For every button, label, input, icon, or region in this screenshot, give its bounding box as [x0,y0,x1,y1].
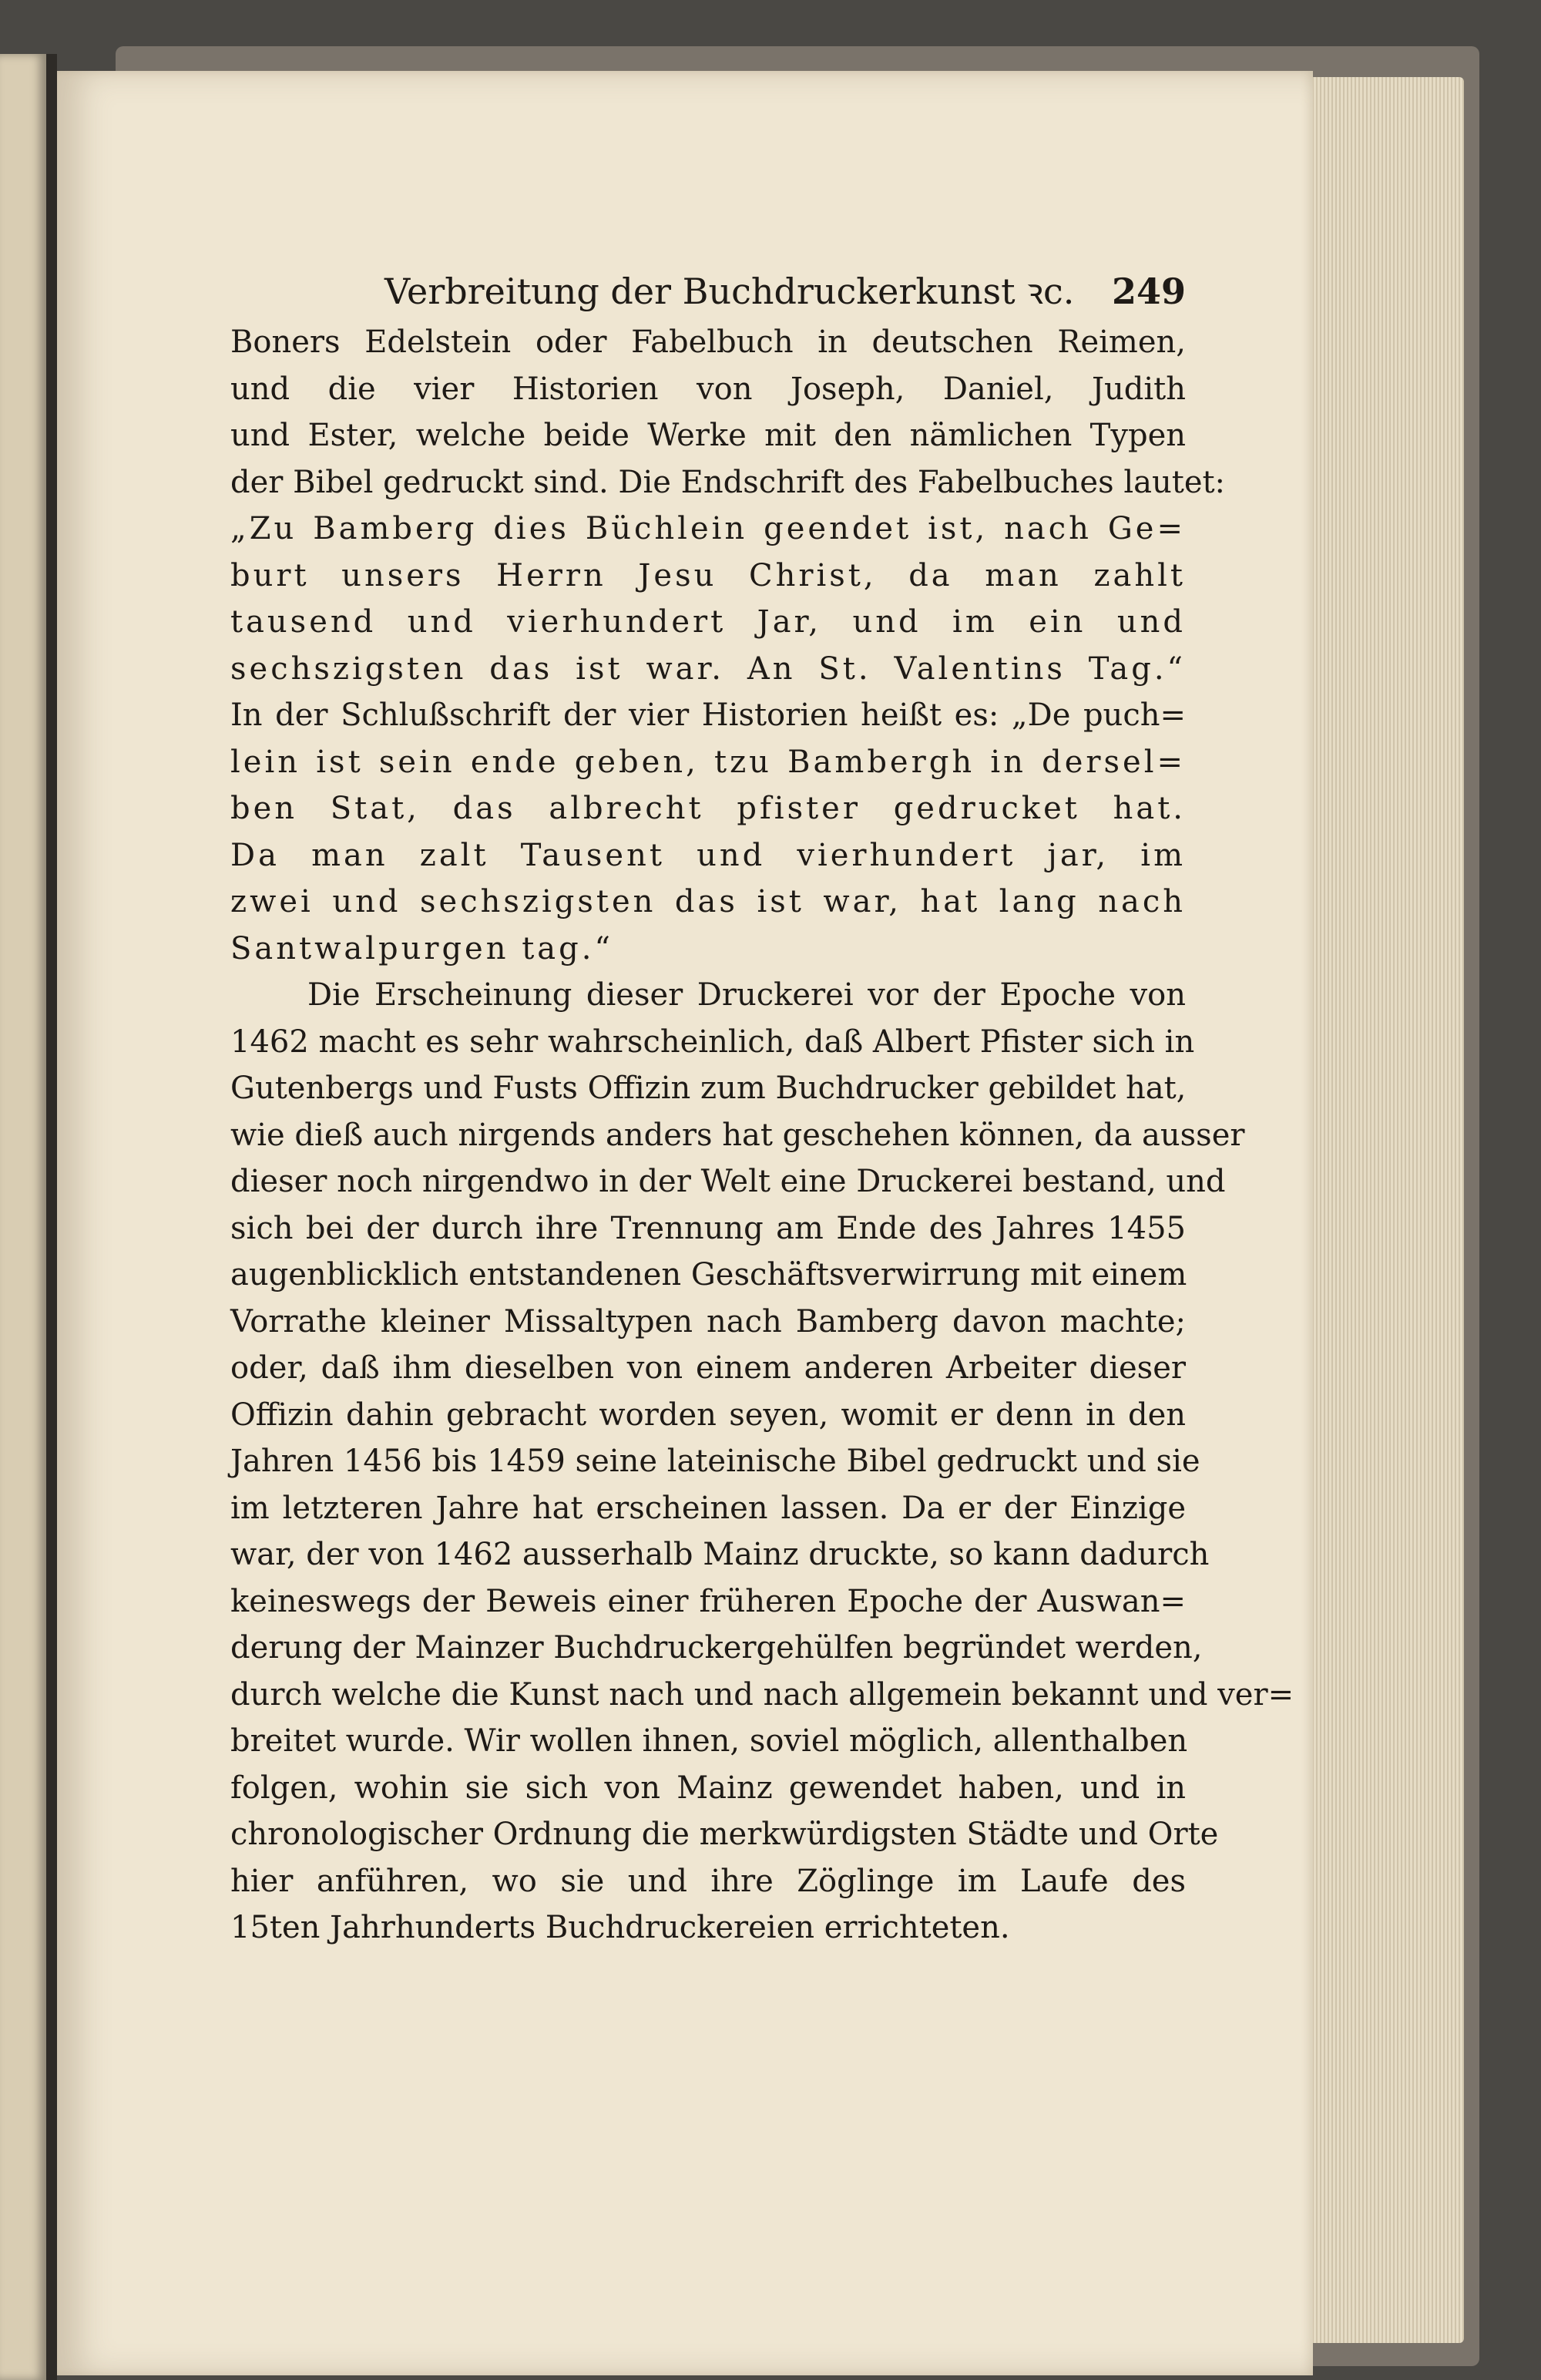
text-line: wie dieß auch nirgends anders hat geschehen können, da ausser [230,1117,1245,1153]
text-line: Gutenbergs und Fusts Offizin zum Buchdrucker gebildet hat, [230,1071,1187,1106]
text-line: im letzteren Jahre hat erscheinen lassen. Da er der Einzige [230,1490,1186,1526]
text-line: burt unsers Herrn Jesu Christ, da man zahlt [230,557,1186,593]
text-line: folgen, wohin sie sich von Mainz gewendet haben, und in [230,1770,1186,1806]
text-line: Die Erscheinung dieser Druckerei vor der Epoche von [307,977,1186,1013]
book-page [57,71,1313,2375]
text-line: „Zu Bamberg dies Büchlein geendet ist, nach Ge= [230,511,1186,546]
text-line: sechszigsten das ist war. An St. Valentins Tag.“ [230,650,1186,687]
text-line: Santwalpurgen tag.“ [230,930,613,966]
text-line: ben Stat, das albrecht pfister gedrucket hat. [230,791,1186,826]
text-line: hier anführen, wo sie und ihre Zöglinge im Laufe des [230,1863,1186,1899]
page-number: 249 [1111,271,1186,312]
text-line: Vorrathe kleiner Missaltypen nach Bamberg davon machte; [230,1303,1186,1340]
text-line: 1462 macht es sehr wahrscheinlich, daß Albert Pfister sich in [230,1024,1195,1060]
text-line: dieser noch nirgendwo in der Welt eine Druckerei bestand, und [230,1164,1226,1199]
text-line: und die vier Historien von Joseph, Daniel, Judith [230,371,1186,407]
running-head [230,264,1186,319]
text-line: durch welche die Kunst nach und nach allgemein bekannt und ver= [230,1676,1294,1713]
text-line: und Ester, welche beide Werke mit den nämlichen Typen [230,418,1186,453]
text-line: tausend und vierhundert Jar, und im ein und [230,604,1186,640]
page-block-edges [1302,77,1464,2343]
text-line: keineswegs der Beweis einer früheren Epoche der Auswan= [230,1583,1186,1619]
running-head-title: Verbreitung der Buchdruckerkunst ꝛc. [384,271,1075,312]
text-line: In der Schlußschrift der vier Historien heißt es: „De puch= [230,698,1186,733]
text-line: lein ist sein ende geben, tzu Bambergh in dersel= [230,744,1186,780]
text-line: sich bei der durch ihre Trennung am Ende des Jahres 1455 [230,1210,1186,1246]
text-line: Jahren 1456 bis 1459 seine lateinische Bibel gedruckt und sie [230,1444,1200,1479]
text-line: chronologischer Ordnung die merkwürdigsten Städte und Orte [230,1817,1219,1852]
text-line: Offizin dahin gebracht worden seyen, womit er denn in den [230,1397,1186,1433]
text-line: 15ten Jahrhunderts Buchdruckereien errichteten. [230,1910,1010,1945]
text-line: zwei und sechszigsten das ist war, hat lang nach [230,884,1186,919]
text-line: augenblicklich entstandenen Geschäftsverwirrung mit einem [230,1257,1187,1293]
gutter-shadow [46,54,57,2380]
facing-page-edge [0,54,46,2380]
text-line: Da man zalt Tausent und vierhundert jar, im [230,837,1186,873]
text-line: Boners Edelstein oder Fabelbuch in deutschen Reimen, [230,324,1186,360]
text-line: der Bibel gedruckt sind. Die Endschrift des Fabelbuches lautet: [230,464,1226,500]
text-line: oder, daß ihm dieselben von einem anderen Arbeiter dieser [230,1350,1186,1386]
text-line: derung der Mainzer Buchdruckergehülfen begründet werden, [230,1630,1203,1666]
text-block [230,264,1294,1951]
text-line: breitet wurde. Wir wollen ihnen, soviel möglich, allenthalben [230,1723,1188,1759]
text-line: war, der von 1462 ausserhalb Mainz druckte, so kann dadurch [230,1537,1210,1572]
